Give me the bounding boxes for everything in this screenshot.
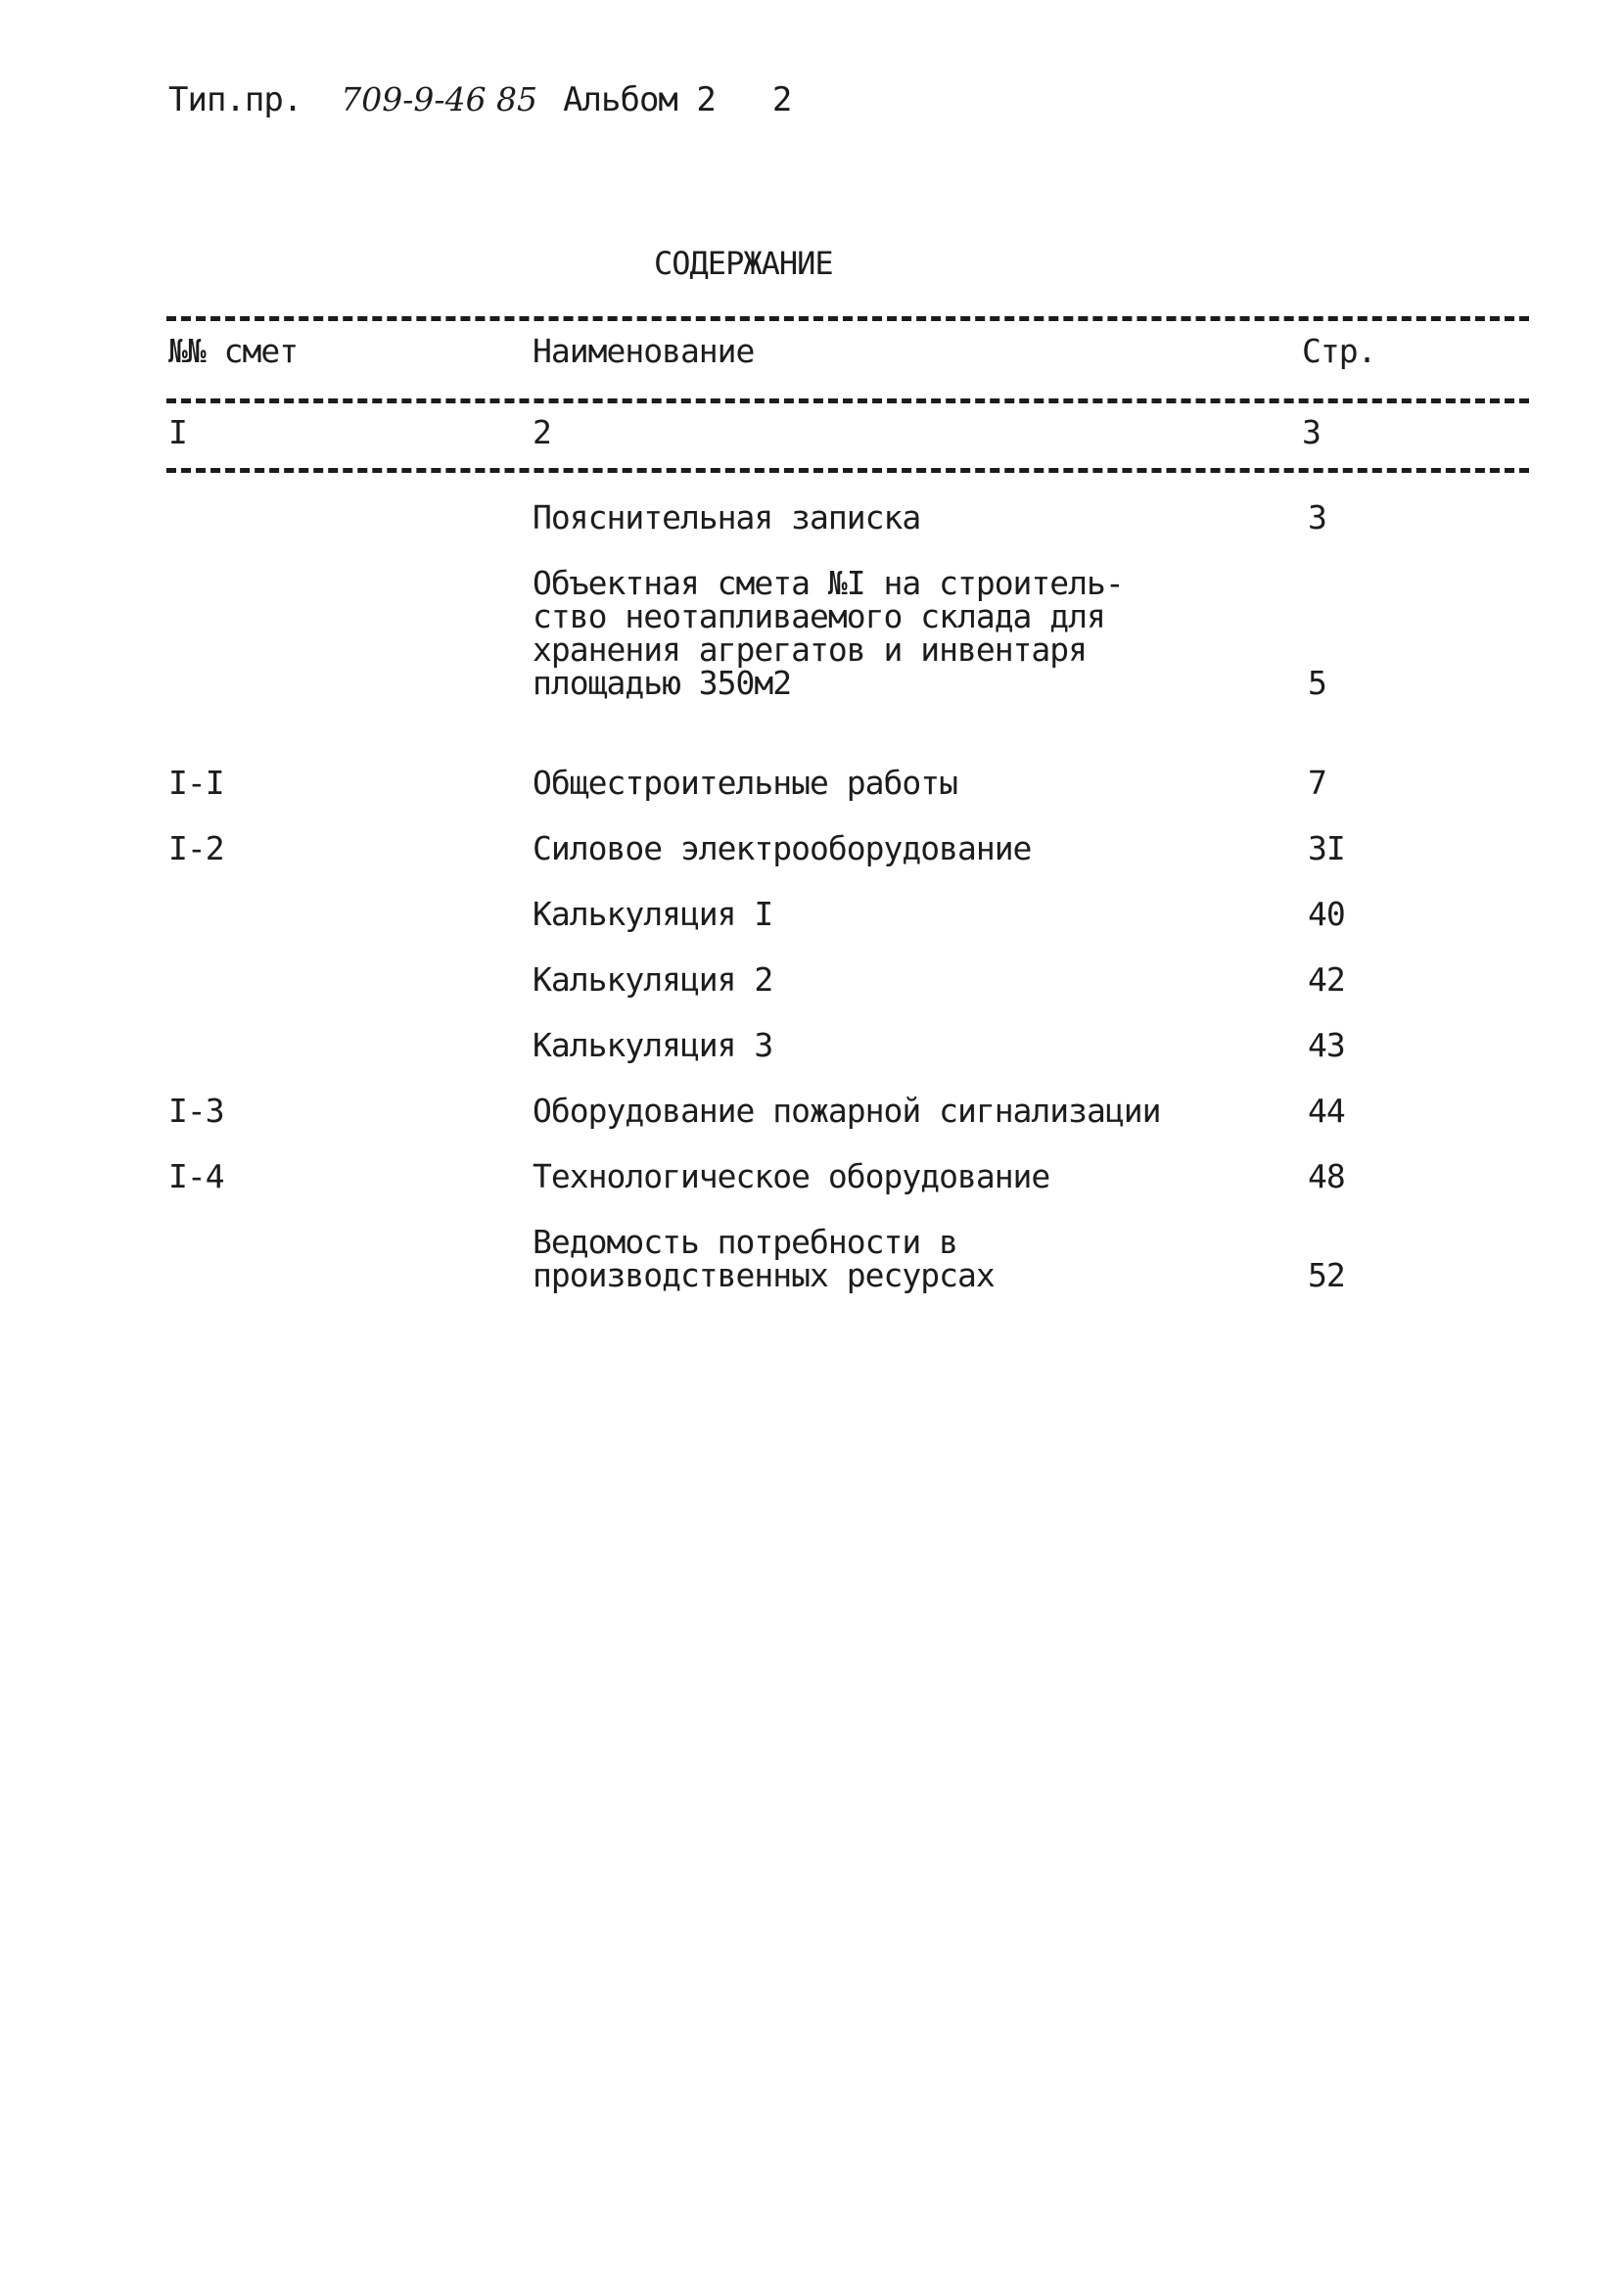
table-top-divider — [166, 316, 1529, 321]
toc-row-name: Калькуляция 3 — [533, 1026, 773, 1064]
column-numbers-divider — [166, 468, 1529, 473]
header-prefix: Тип.пр. — [168, 80, 302, 119]
toc-row-page: 48 — [1308, 1157, 1345, 1195]
column-number-2: 2 — [533, 413, 551, 451]
toc-row-name: Оборудование пожарной сигнализации — [533, 1092, 1161, 1130]
column-header-estimate-number: №№ смет — [168, 332, 299, 370]
page-title: СОДЕРЖАНИЕ — [654, 245, 833, 282]
toc-row-number: I-I — [168, 764, 224, 802]
header-album: Альбом 2 — [563, 80, 716, 119]
header-project-number: 709-9-46 85 — [341, 80, 538, 118]
toc-row-page: 42 — [1308, 960, 1345, 999]
toc-row-page: 3 — [1308, 498, 1326, 537]
page-header — [168, 80, 791, 129]
toc-row-page: 43 — [1308, 1026, 1345, 1064]
toc-row-name: Пояснительная записка — [533, 498, 921, 537]
toc-row-name: Ведомость потребности в производственных ресурсах — [533, 1223, 995, 1294]
toc-row-page: 52 — [1308, 1256, 1345, 1294]
toc-row-page: 44 — [1308, 1092, 1345, 1130]
column-header-page: Стр. — [1302, 332, 1376, 370]
column-header-name: Наименование — [533, 332, 755, 370]
toc-row-page: 7 — [1308, 764, 1326, 802]
toc-row-name: Общестроительные работы — [533, 764, 957, 802]
toc-row-name: Калькуляция 2 — [533, 960, 773, 999]
toc-row-page: 5 — [1308, 664, 1326, 702]
toc-row-name: Объектная смета №I на строитель- ство неотапливаемого склада для хранения агрегатов и инвентаря площадью 350м2 — [533, 564, 1124, 702]
toc-row-page: 40 — [1308, 895, 1345, 933]
toc-row-name: Технологическое оборудование — [533, 1157, 1050, 1195]
toc-row-number: I-3 — [168, 1092, 224, 1130]
column-number-3: 3 — [1302, 413, 1321, 451]
toc-row-number: I-2 — [168, 829, 224, 867]
column-number-1: I — [168, 413, 187, 451]
header-page-number: 2 — [771, 80, 792, 119]
toc-row-name: Калькуляция I — [533, 895, 773, 933]
toc-row-number: I-4 — [168, 1157, 224, 1195]
header-divider — [166, 398, 1529, 403]
toc-row-page: 3I — [1308, 829, 1345, 867]
toc-row-name: Силовое электрооборудование — [533, 829, 1032, 867]
